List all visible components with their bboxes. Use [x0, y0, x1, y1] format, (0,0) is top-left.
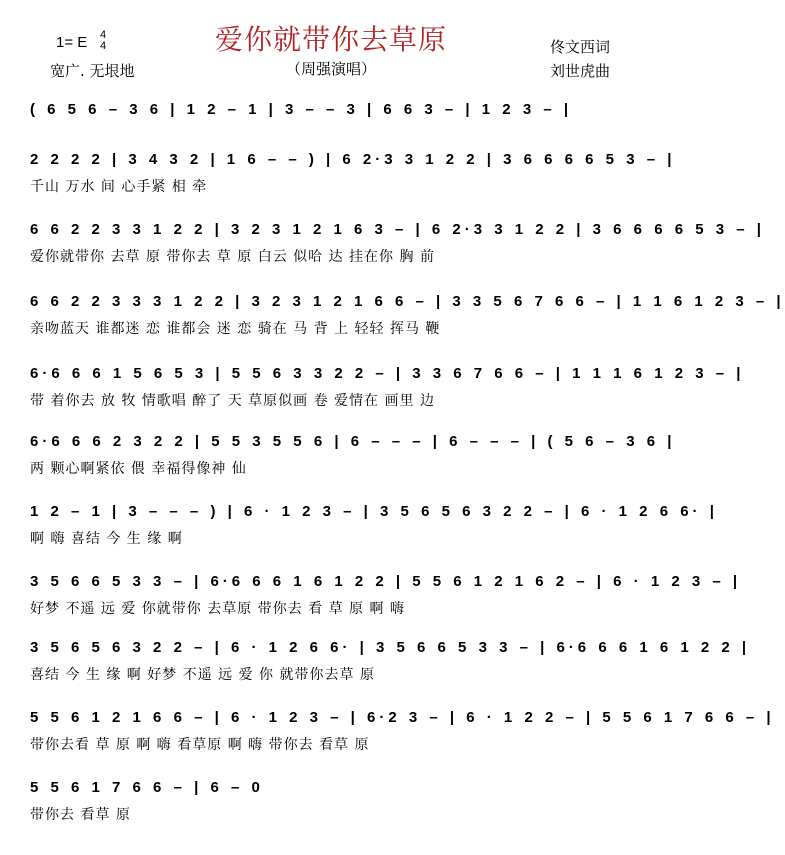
lyric-line: 两 颗心啊紧依 偎 幸福得像神 仙	[30, 461, 247, 477]
lyric-line: 啊 嗨 喜结 今 生 缘 啊	[30, 531, 183, 547]
lyric-line: 带你去看 草 原 啊 嗨 看草原 啊 嗨 带你去 看草 原	[30, 737, 370, 753]
lyric-line: 好梦 不遥 远 爱 你就带你 去草原 带你去 看 草 原 啊 嗨	[30, 601, 405, 617]
notation-line: 6 6 2 2 3 3 3 1 2 2 | 3 2 3 1 2 1 6 6 – | 3 3 5 6 7 6 6 – | 1 1 6 1 2 3 – |	[30, 293, 785, 310]
key-label: 1= E	[56, 34, 88, 51]
lyric-line: 带 着你去 放 牧 情歌唱 醉了 天 草原似画 卷 爱情在 画里 边	[30, 393, 435, 409]
lyric-line: 亲吻蓝天 谁都迷 恋 谁都会 迷 恋 骑在 马 背 上 轻轻 挥马 鞭	[30, 321, 441, 337]
lyric-line: 带你去 看草 原	[30, 807, 131, 823]
song-title: 爱你就带你去草原	[214, 23, 447, 56]
notation-line: 3 5 6 6 5 3 3 – | 6·6 6 6 1 6 1 2 2 | 5 5 6 1 2 1 6 2 – | 6 · 1 2 3 – |	[30, 573, 742, 590]
lyric-line	[30, 126, 632, 148]
notation-line: 6·6 6 6 2 3 2 2 | 5 5 3 5 5 6 | 6 – – – | 6 – – – | ( 5 6 – 3 6 |	[30, 433, 676, 450]
staff-system-9	[0, 636, 751, 696]
notation-line: ( 6 5 6 – 3 6 | 1 2 – 1 | 3 – – 3 | 6 6 3 – | 1 2 3 – |	[30, 101, 573, 118]
lyric-line: 千山 万水 间 心手紧 相 牵	[30, 179, 208, 195]
singer-credit: （周强演唱）	[285, 60, 376, 78]
time-denominator: 4	[100, 40, 107, 52]
staff-system-8	[0, 570, 742, 630]
notation-line: 2 2 2 2 | 3 4 3 2 | 1 6 – – ) | 6 2·3 3 1 2 2 | 3 6 6 6 6 5 3 – |	[30, 151, 676, 168]
lyric-line: 爱你就带你 去草 原 带你去 草 原 白云 似哈 达 挂在你 胸 前	[30, 249, 435, 265]
staff-system-3	[0, 218, 765, 278]
notation-line: 5 5 6 1 2 1 6 6 – | 6 · 1 2 3 – | 6·2 3 – | 6 · 1 2 2 – | 5 5 6 1 7 6 6 – |	[30, 709, 775, 726]
composer-credit: 刘世虎曲	[550, 62, 611, 80]
staff-system-6	[0, 430, 676, 490]
staff-system-4	[0, 290, 785, 350]
staff-system-5	[0, 362, 745, 422]
notation-line: 6 6 2 2 3 3 1 2 2 | 3 2 3 1 2 1 6 3 – | 6 2·3 3 1 2 2 | 3 6 6 6 6 5 3 – |	[30, 221, 765, 238]
time-signature	[100, 30, 106, 52]
staff-system-11	[0, 776, 662, 836]
key-signature	[56, 29, 107, 52]
lyricist-credit: 佟文西词	[550, 38, 611, 56]
lyric-line: 喜结 今 生 缘 啊 好梦 不遥 远 爱 你 就带你去草 原	[30, 667, 375, 683]
notation-line: 5 5 6 1 7 6 6 – | 6 – 0	[30, 779, 264, 796]
notation-line: 1 2 – 1 | 3 – – – ) | 6 · 1 2 3 – | 3 5 6 5 6 3 2 2 – | 6 · 1 2 6 6· |	[30, 503, 718, 520]
staff-system-7	[0, 500, 718, 560]
staff-system-10	[0, 706, 775, 766]
staff-system-2	[0, 148, 676, 208]
tempo-marking: 宽广. 无垠地	[50, 62, 135, 80]
time-numerator: 4	[100, 29, 107, 41]
notation-line: 3 5 6 5 6 3 2 2 – | 6 · 1 2 6 6· | 3 5 6 6 5 3 3 – | 6·6 6 6 1 6 1 2 2 |	[30, 639, 751, 656]
notation-line: 6·6 6 6 1 5 6 5 3 | 5 5 6 3 3 2 2 – | 3 3 6 7 6 6 – | 1 1 1 6 1 2 3 – |	[30, 365, 745, 382]
